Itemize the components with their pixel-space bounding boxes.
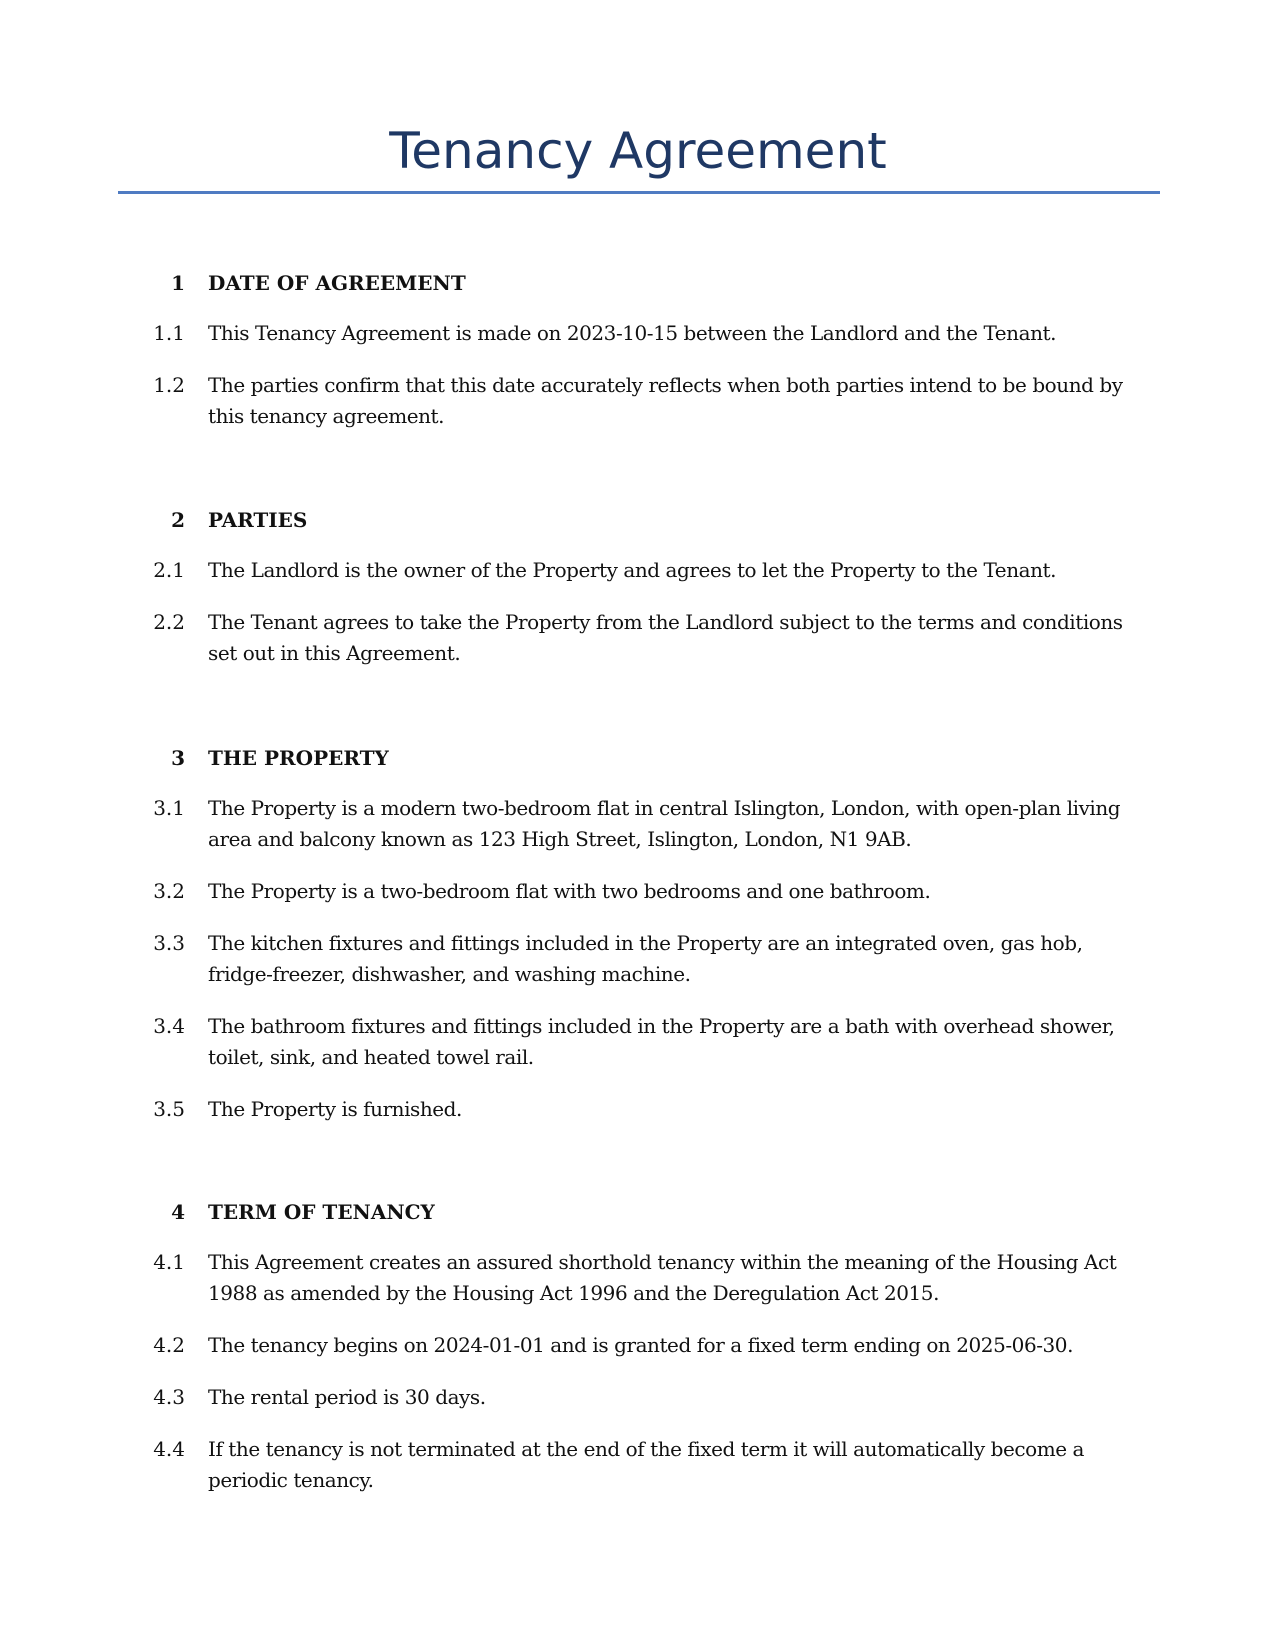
clause-text: The Tenant agrees to take the Property from the Landlord subject to the terms and conditions set out in this Agreement.	[208, 610, 1123, 665]
clause-number: 3.3	[153, 931, 185, 955]
section-date-of-agreement	[0, 268, 1275, 453]
section-number: 1	[171, 271, 185, 295]
clause	[0, 318, 1275, 349]
clause-text: This Agreement creates an assured shorthold tenancy within the meaning of the Housing Act 1988 as amended by the Housing Act 1996 and the Deregulation Act 2015.	[208, 1250, 1117, 1305]
clause-number: 4.3	[153, 1385, 185, 1409]
section-the-property	[0, 743, 1275, 1146]
clause-number: 4.2	[153, 1333, 185, 1357]
clause	[0, 793, 1275, 855]
clause-number: 2.1	[153, 558, 185, 582]
title-underline	[118, 191, 1160, 194]
clause	[0, 1434, 1275, 1496]
clause-number: 2.2	[153, 610, 185, 634]
clause	[0, 370, 1275, 432]
section-number: 4	[171, 1200, 185, 1224]
clause-text: The Property is a modern two-bedroom flat in central Islington, London, with open-plan living area and balcony known as 123 High Street, Islington, London, N1 9AB.	[208, 796, 1121, 851]
clause-number: 4.4	[153, 1437, 185, 1461]
section-heading	[0, 505, 1275, 535]
section-term-of-tenancy	[0, 1197, 1275, 1517]
document-title: Tenancy Agreement	[389, 122, 887, 180]
clause-number: 3.1	[153, 796, 185, 820]
clause	[0, 1330, 1275, 1361]
clause	[0, 1094, 1275, 1125]
section-heading	[0, 1197, 1275, 1227]
clause-number: 1.2	[153, 373, 185, 397]
clause	[0, 1011, 1275, 1073]
section-number: 3	[171, 746, 185, 770]
clause-text: The Property is furnished.	[208, 1097, 462, 1121]
clause-text: If the tenancy is not terminated at the end of the fixed term it will automatically become a periodic tenancy.	[208, 1437, 1085, 1492]
clause-text: The Property is a two-bedroom flat with two bedrooms and one bathroom.	[208, 879, 931, 903]
clause-text: The rental period is 30 days.	[208, 1385, 486, 1409]
clause	[0, 1382, 1275, 1413]
clause-text: The kitchen fixtures and fittings included in the Property are an integrated oven, gas hob, fridge-freezer, dishwasher, and washing machine.	[208, 931, 1083, 986]
clause	[0, 555, 1275, 586]
clause-text: This Tenancy Agreement is made on 2023-10-15 between the Landlord and the Tenant.	[208, 321, 1057, 345]
section-heading	[0, 743, 1275, 773]
clause-number: 3.2	[153, 879, 185, 903]
clause-number: 3.4	[153, 1014, 185, 1038]
clause-text: The parties confirm that this date accurately reflects when both parties intend to be bound by this tenancy agreement.	[208, 373, 1123, 428]
clause	[0, 607, 1275, 669]
clause-number: 3.5	[153, 1097, 185, 1121]
section-heading-label: PARTIES	[208, 508, 308, 532]
clause-number: 4.1	[153, 1250, 185, 1274]
section-heading-label: THE PROPERTY	[208, 746, 389, 770]
section-heading-label: TERM OF TENANCY	[208, 1200, 435, 1224]
clause	[0, 1247, 1275, 1309]
clause	[0, 876, 1275, 907]
section-number: 2	[171, 508, 185, 532]
clause-text: The bathroom fixtures and fittings included in the Property are a bath with overhead shower, toilet, sink, and heated towel rail.	[208, 1014, 1115, 1069]
clause-number: 1.1	[153, 321, 185, 345]
section-heading	[0, 268, 1275, 298]
clause-text: The tenancy begins on 2024-01-01 and is granted for a fixed term ending on 2025-06-30.	[208, 1333, 1073, 1357]
section-heading-label: DATE OF AGREEMENT	[208, 271, 466, 295]
clause-text: The Landlord is the owner of the Property and agrees to let the Property to the Tenant.	[208, 558, 1057, 582]
section-parties	[0, 505, 1275, 690]
clause	[0, 928, 1275, 990]
